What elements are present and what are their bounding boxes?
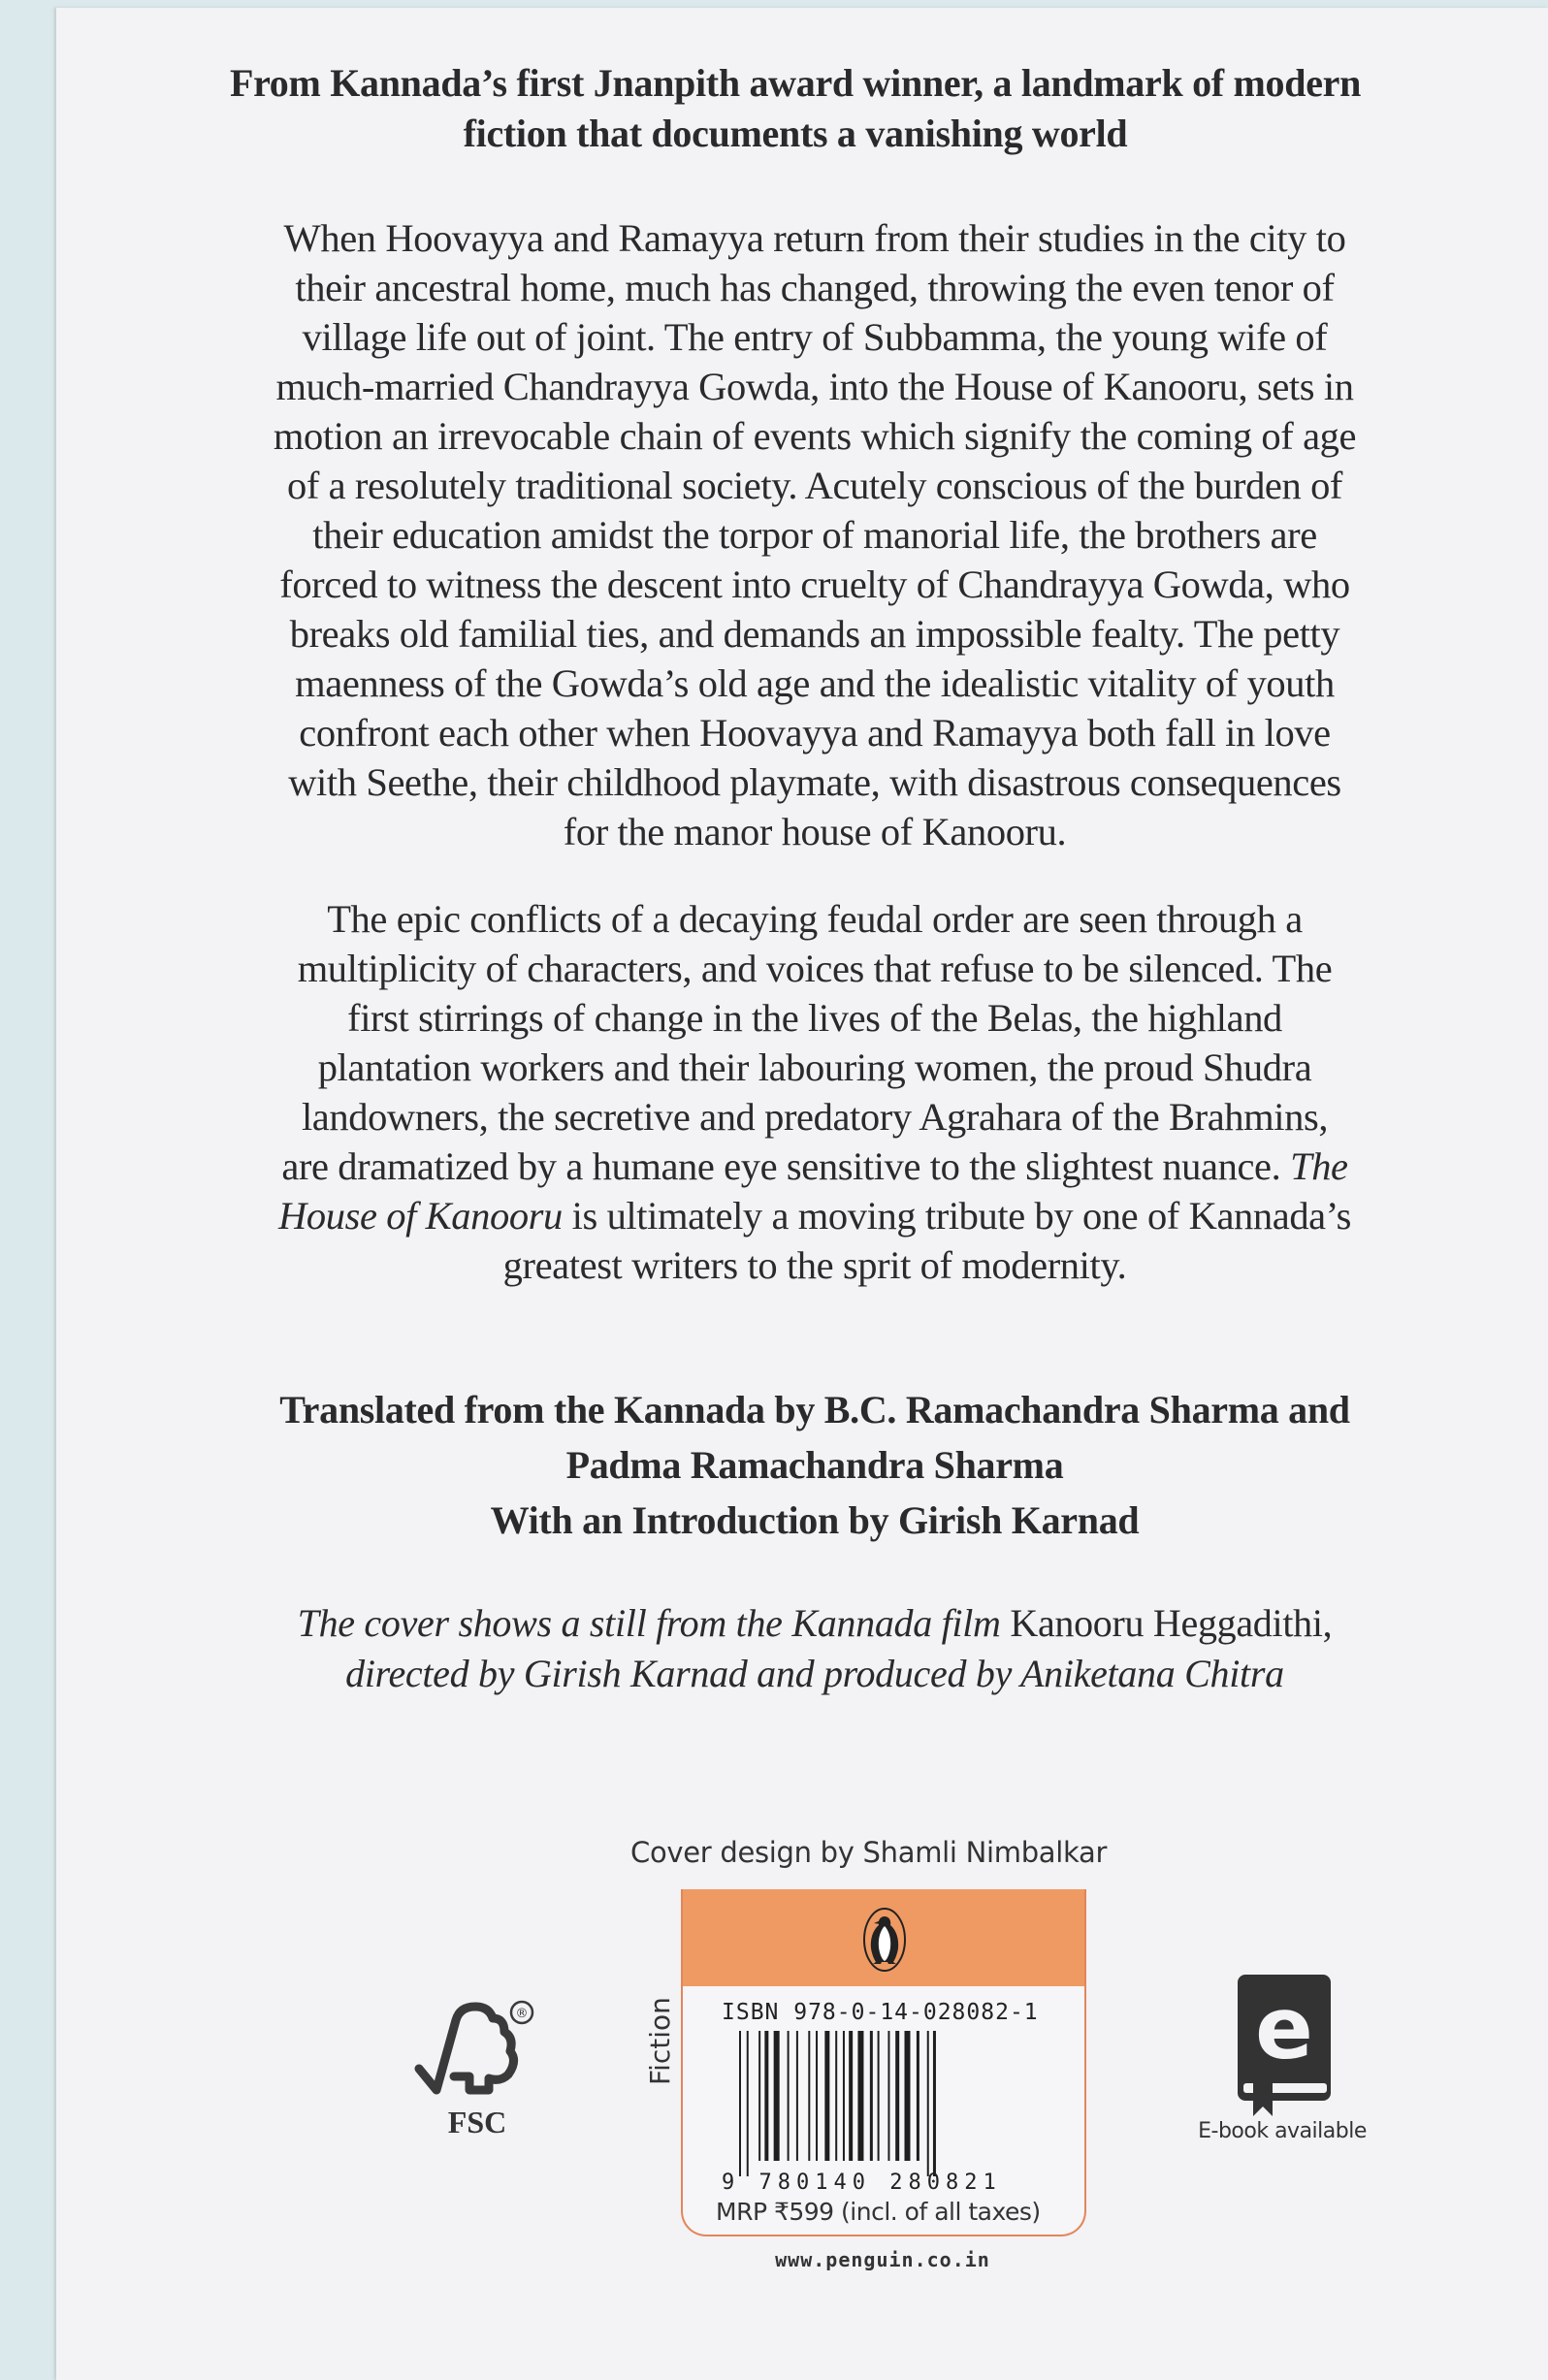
- ebook-label: E-book available: [1198, 2119, 1367, 2143]
- synopsis-line: their ancestral home, much has changed, throwing the even tenor of: [295, 266, 1335, 309]
- barcode-bar: [758, 2031, 760, 2161]
- barcode-bar: [843, 2031, 845, 2161]
- genre-label: Fiction: [644, 1997, 676, 2085]
- synopsis-line: landowners, the secretive and predatory Agrahara of the Brahmins,: [301, 1095, 1329, 1139]
- barcode-bar: [764, 2031, 768, 2161]
- ean-first-digit: 9: [722, 2171, 741, 2195]
- barcode-bar: [917, 2031, 919, 2161]
- cover-note-italic: The cover shows a still from the Kannada film: [297, 1601, 1001, 1645]
- barcode-bar: [824, 2031, 829, 2161]
- synopsis-paragraph-1: [136, 213, 1494, 856]
- ebook-glyph: e: [1255, 1978, 1313, 2078]
- barcode-bar: [887, 2031, 889, 2161]
- barcode-bars: [739, 2031, 1040, 2176]
- synopsis-line: [136, 1191, 1494, 1240]
- ean-right-group: 280821: [889, 2171, 1002, 2195]
- cover-note-line-1: [136, 1598, 1494, 1649]
- synopsis-line: with Seethe, their childhood playmate, with disastrous consequences: [288, 760, 1341, 804]
- barcode-bar: [808, 2031, 810, 2161]
- barcode-bar: [796, 2031, 798, 2161]
- cover-note: [136, 1598, 1494, 1699]
- barcode-bar: [927, 2031, 929, 2176]
- barcode-bar: [905, 2031, 911, 2161]
- introduction-credit: With an Introduction by Girish Karnad: [490, 1498, 1140, 1542]
- publisher-band: [683, 1889, 1084, 1986]
- synopsis-line: When Hoovayya and Ramayya return from their studies in the city to: [283, 216, 1346, 260]
- translator-line-2: Padma Ramachandra Sharma: [565, 1443, 1064, 1487]
- synopsis-line: village life out of joint. The entry of Subbamma, the young wife of: [302, 315, 1328, 359]
- isbn-number: ISBN 978-0-14-028082-1: [722, 2000, 1039, 2025]
- publisher-website[interactable]: www.penguin.co.in: [775, 2248, 990, 2271]
- barcode-bar: [870, 2031, 873, 2161]
- synopsis-line: plantation workers and their labouring women, the proud Shudra: [317, 1045, 1312, 1089]
- synopsis-line: [136, 1142, 1494, 1191]
- tagline-line-2: fiction that documents a vanishing world: [463, 112, 1128, 155]
- barcode-bar: [816, 2031, 818, 2161]
- synopsis-line: much-married Chandrayya Gowda, into the House of Kanooru, sets in: [275, 365, 1354, 408]
- synopsis-line: their education amidst the torpor of manorial life, the brothers are: [312, 513, 1317, 557]
- barcode-bar: [788, 2031, 790, 2161]
- penguin-logo-icon: [862, 1907, 907, 1973]
- book-title-italic: The: [1290, 1144, 1348, 1188]
- cover-note-line-2: [136, 1649, 1494, 1699]
- synopsis-line: of a resolutely traditional society. Acutely conscious of the burden of: [286, 464, 1343, 507]
- film-title: Kanooru Heggadithi,: [1000, 1601, 1333, 1645]
- tagline: [97, 58, 1494, 159]
- ean-left-group: 780140: [758, 2171, 871, 2195]
- synopsis-line: The epic conflicts of a decaying feudal order are seen through a: [327, 897, 1303, 941]
- synopsis-paragraph-2: [136, 894, 1494, 1290]
- synopsis-line: forced to witness the descent into cruelty of Chandrayya Gowda, who: [279, 563, 1350, 606]
- barcode-bar: [747, 2031, 749, 2176]
- tagline-line-1: From Kannada’s first Jnanpith award winner, a landmark of modern: [229, 61, 1362, 105]
- synopsis-line: greatest writers to the sprit of modernity.: [502, 1243, 1127, 1287]
- barcode-bar: [835, 2031, 837, 2161]
- price-label: MRP ₹599 (incl. of all taxes): [716, 2198, 1041, 2226]
- synopsis-line: breaks old familial ties, and demands an impossible fealty. The petty: [289, 612, 1340, 656]
- barcode-panel: [681, 1889, 1086, 2236]
- registered-mark: ®: [515, 2007, 529, 2021]
- book-title-italic: House of Kanooru: [278, 1194, 563, 1238]
- synopsis-text: are dramatized by a humane eye sensitive to the slightest nuance.: [281, 1144, 1281, 1188]
- synopsis-line: first stirrings of change in the lives of the Belas, the highland: [347, 996, 1282, 1040]
- barcode-bar: [774, 2031, 780, 2161]
- synopsis-text: is ultimately a moving tribute by one of Kannada’s: [562, 1194, 1351, 1238]
- barcode-bar: [878, 2031, 880, 2161]
- synopsis-line: multiplicity of characters, and voices that refuse to be silenced. The: [297, 947, 1333, 990]
- barcode-bar: [739, 2031, 741, 2176]
- barcode-bar: [849, 2031, 853, 2161]
- translation-credits: [136, 1382, 1494, 1548]
- synopsis-line: confront each other when Hoovayya and Ramayya both fall in love: [299, 711, 1331, 755]
- synopsis-line: maenness of the Gowda’s old age and the idealistic vitality of youth: [295, 661, 1335, 705]
- barcode-bar: [933, 2031, 936, 2176]
- synopsis-line: motion an irrevocable chain of events which signify the coming of age: [273, 414, 1357, 458]
- fsc-label: FSC: [447, 2105, 507, 2139]
- ebook-icon: [1236, 1973, 1333, 2118]
- ean-digits: [722, 2171, 1002, 2195]
- barcode-bar: [895, 2031, 899, 2161]
- synopsis-line: for the manor house of Kanooru.: [563, 810, 1067, 853]
- barcode-bar: [857, 2031, 863, 2161]
- cover-note-italic: directed by Girish Karnad and produced by Aniketana Chitra: [345, 1652, 1284, 1695]
- translator-line: Translated from the Kannada by B.C. Ramachandra Sharma and: [279, 1388, 1350, 1431]
- cover-design-credit: Cover design by Shamli Nimbalkar: [630, 1836, 1108, 1869]
